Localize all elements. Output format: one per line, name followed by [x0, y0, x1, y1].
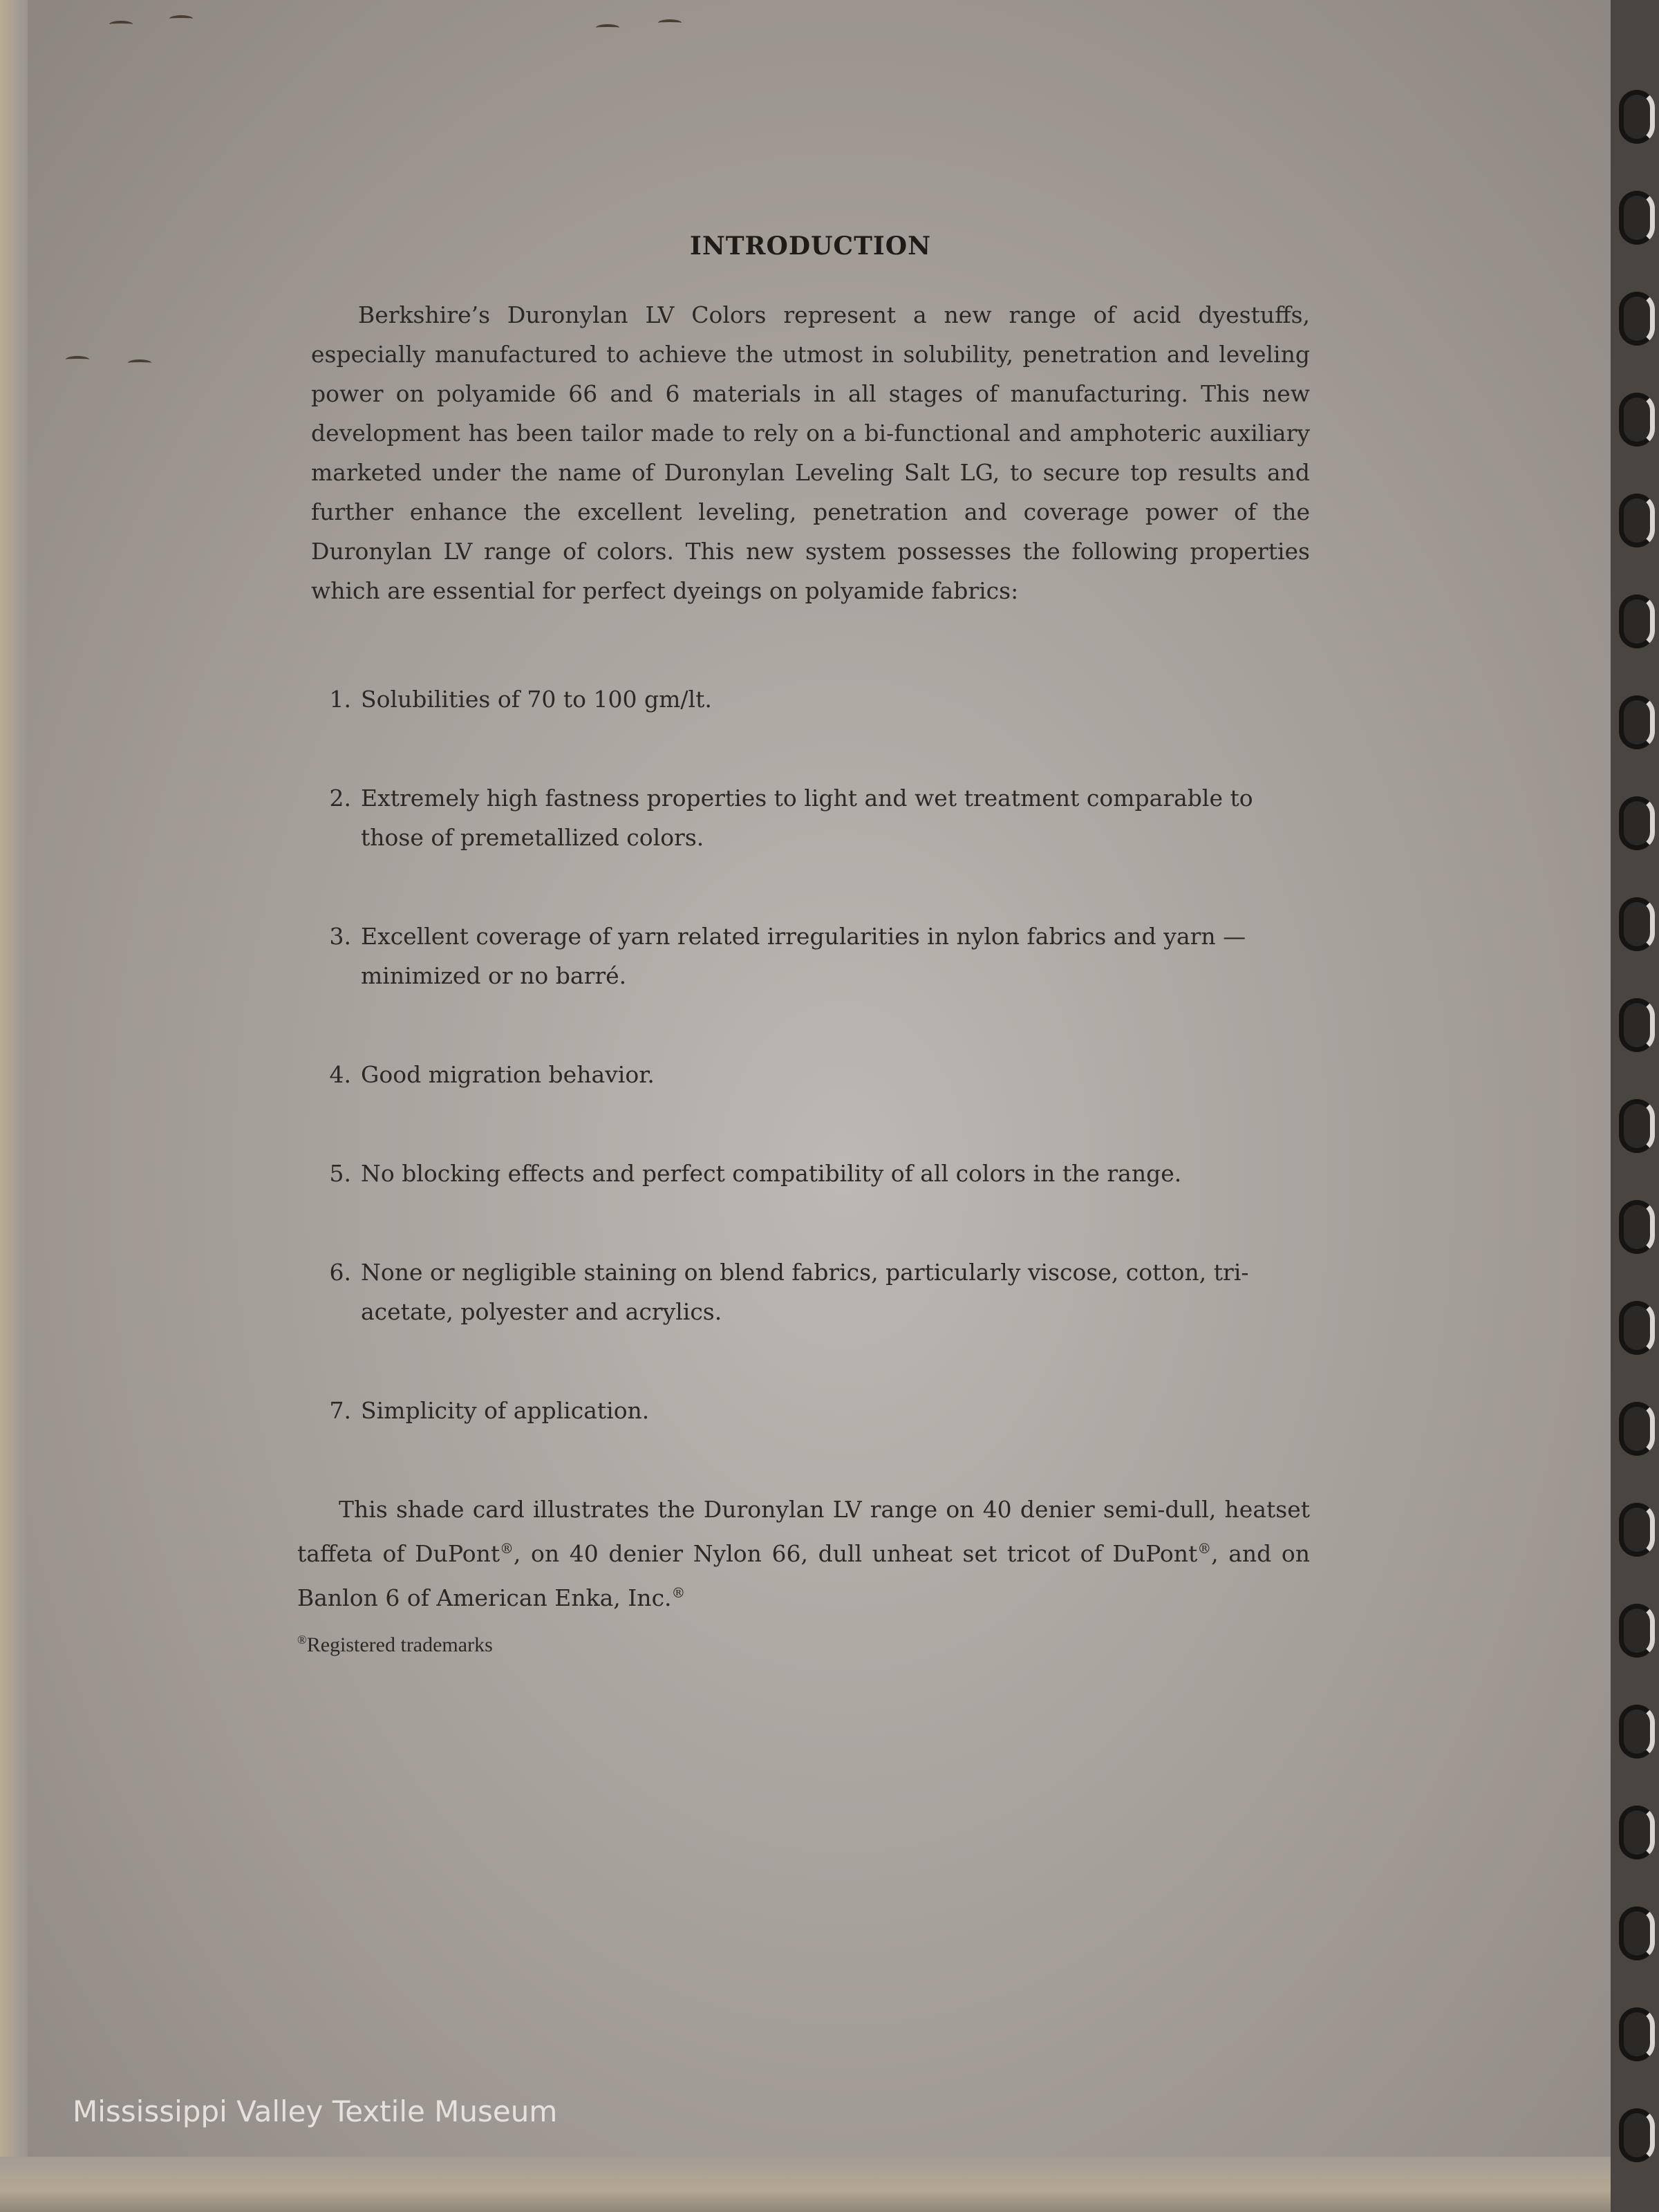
binding-ring [1619, 897, 1655, 951]
registered-mark: ® [500, 1541, 514, 1557]
binding-ring [1619, 998, 1655, 1052]
registered-mark: ® [671, 1585, 686, 1601]
document-content [297, 232, 1310, 1657]
staple-mark [109, 21, 133, 28]
closing-paragraph [297, 1490, 1310, 1618]
staple-mark [128, 359, 151, 366]
binding-ring [1619, 393, 1655, 447]
list-item-number: 7. [329, 1397, 351, 1424]
museum-watermark: Mississippi Valley Textile Museum [73, 2094, 558, 2128]
list-item-number: 2. [329, 785, 351, 812]
page-left-edge [0, 0, 28, 2212]
binding-ring [1619, 2007, 1655, 2061]
binding-ring [1619, 1906, 1655, 1960]
binding-ring [1619, 292, 1655, 346]
properties-list [311, 679, 1310, 1430]
list-item-text: Extremely high fastness properties to light and wet treatment comparable to those of premetallized colors. [361, 785, 1253, 851]
list-item [311, 679, 1310, 719]
binding-ring [1619, 90, 1655, 144]
closing-text-part-2: , on 40 denier Nylon 66, dull unheat set tricot of DuPont [513, 1540, 1198, 1567]
binding-ring [1619, 2108, 1655, 2162]
list-item-text: Solubilities of 70 to 100 gm/lt. [361, 686, 712, 713]
list-item [311, 917, 1310, 995]
list-item-number: 4. [329, 1061, 351, 1088]
list-item-text: Simplicity of application. [361, 1397, 650, 1424]
list-item-number: 3. [329, 923, 351, 950]
staple-mark [66, 356, 89, 363]
staple-mark [658, 19, 682, 26]
binding-ring [1619, 695, 1655, 749]
list-item-text: Good migration behavior. [361, 1061, 655, 1088]
registered-mark: ® [1197, 1541, 1212, 1557]
staple-mark [169, 15, 193, 22]
binding-ring [1619, 796, 1655, 850]
list-item [311, 778, 1310, 857]
footnote-text: Registered trademarks [306, 1633, 493, 1656]
binding-ring [1619, 191, 1655, 245]
closing-text-part-1: This shade card illustrates the Duronylan LV range on 40 denier semi-dull, heatset taffeta of DuPont [297, 1496, 1310, 1567]
binding-ring [1619, 1200, 1655, 1254]
binding-ring [1619, 1402, 1655, 1456]
list-item-number: 6. [329, 1259, 351, 1286]
binding-ring [1619, 1099, 1655, 1153]
list-item-text: No blocking effects and perfect compatibility of all colors in the range. [361, 1160, 1182, 1187]
page-bottom-edge [0, 2157, 1631, 2212]
staple-mark [596, 24, 619, 31]
closing-text-part-3: , and on Banlon 6 of American Enka, Inc. [297, 1540, 1310, 1611]
list-item-text: None or negligible staining on blend fabrics, particularly viscose, cotton, tri-acetate, polyester and acrylics. [361, 1259, 1249, 1325]
binding-ring [1619, 1604, 1655, 1658]
list-item [311, 1154, 1310, 1193]
list-item [311, 1391, 1310, 1430]
list-item [311, 1055, 1310, 1094]
binding-ring [1619, 1301, 1655, 1355]
binding-ring [1619, 594, 1655, 648]
binding-ring [1619, 1503, 1655, 1557]
list-item [311, 1253, 1310, 1331]
list-item-number: 5. [329, 1160, 351, 1187]
footnote [297, 1633, 1310, 1657]
list-item-number: 1. [329, 686, 351, 713]
binding-ring [1619, 1705, 1655, 1759]
list-item-text: Excellent coverage of yarn related irregularities in nylon fabrics and yarn — minimized or no barré. [361, 923, 1246, 989]
binding-ring [1619, 1806, 1655, 1859]
binding-ring [1619, 494, 1655, 547]
page-title: INTRODUCTION [690, 232, 931, 261]
intro-paragraph: Berkshire’s Duronylan LV Colors represent a new range of acid dyestuffs, especially manufactured to achieve the utmost in solubility, penetration and leveling power on polyamide 66 and 6 materials in all stages of manufacturing. This new development has been tailor made to rely on a bi-functional and amphoteric auxiliary marketed under the name of Duronylan Leveling Salt LG, to secure top results and further enhance the excellent leveling, penetration and coverage power of the Duronylan LV range of colors. This new system possesses the following properties which are essential for perfect dyeings on polyamide fabrics: [311, 301, 1310, 604]
footnote-mark: ® [297, 1633, 307, 1647]
